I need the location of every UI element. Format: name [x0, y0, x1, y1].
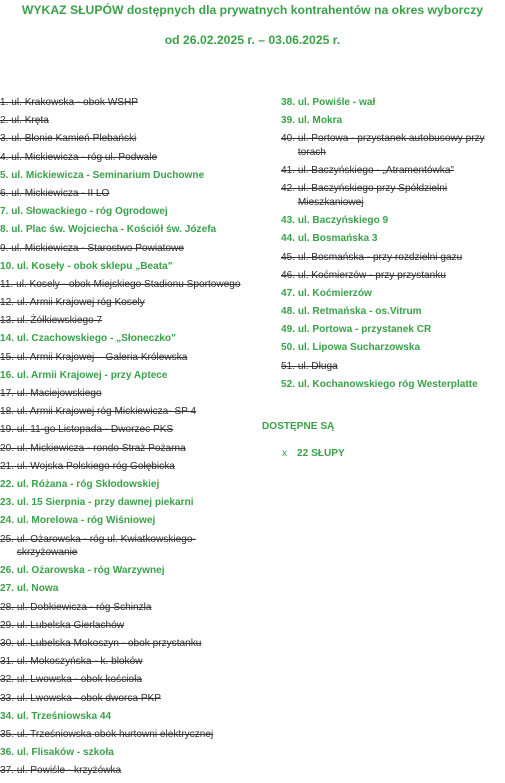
item-location: ul. Armii Krajowej róg Mickiewicza- SP 4	[16, 406, 197, 418]
item-location: ul. Baczyńskiego przy Spółdzielni Mieszkaniowej	[297, 183, 448, 208]
item-number: 27.	[0, 583, 17, 595]
item-number: 28.	[0, 601, 17, 613]
item-number: 38.	[281, 97, 298, 108]
list-item	[0, 564, 255, 578]
item-number: 7.	[0, 206, 12, 218]
item-location: ul. 15 Sierpnia - przy dawnej piekarni	[16, 497, 194, 509]
list-item	[0, 169, 255, 183]
item-number: 22.	[0, 478, 17, 490]
list-item	[0, 692, 255, 706]
item-number: 39.	[281, 115, 298, 127]
item-number: 14.	[0, 333, 17, 345]
list-item	[0, 351, 255, 365]
item-number: 11.	[0, 278, 17, 290]
list-item	[281, 269, 505, 283]
item-number: 23.	[0, 497, 17, 509]
item-location: ul. Ożarowska - róg Warzywnej	[16, 565, 165, 577]
item-number: 35.	[0, 728, 17, 740]
item-location: ul. Armii Krajowej - przy Aptece	[16, 369, 168, 381]
list-item	[0, 260, 255, 274]
item-number: 33.	[0, 692, 17, 704]
item-number: 13.	[0, 315, 17, 327]
list-item	[0, 114, 255, 128]
item-number: 17.	[0, 388, 17, 399]
item-number: 6.	[0, 187, 12, 199]
item-number: 37.	[0, 765, 17, 777]
item-number: 44.	[281, 233, 298, 245]
list-item	[0, 405, 255, 419]
list-item	[281, 378, 505, 392]
item-location: ul. Lubelska Mokoszyn - obok przystanku	[16, 638, 202, 650]
list-item	[0, 442, 255, 456]
pole-list-right	[281, 96, 505, 396]
list-item	[0, 151, 255, 165]
list-item	[0, 223, 255, 237]
item-location: ul. Lwowska - obok kościoła	[16, 674, 142, 686]
item-number: 51.	[281, 360, 298, 372]
item-number: 24.	[0, 515, 17, 527]
item-number: 5.	[0, 169, 12, 181]
item-number: 19.	[0, 424, 17, 436]
item-number: 9.	[0, 242, 12, 254]
list-item	[281, 214, 505, 228]
item-number: 45.	[281, 251, 298, 263]
item-location: ul. Retmańska - os.Vitrum	[297, 306, 422, 318]
list-item	[0, 764, 255, 778]
item-number: 34.	[0, 710, 17, 722]
list-item	[0, 296, 255, 310]
list-item	[281, 305, 505, 319]
item-location: ul. Flisaków - szkoła	[16, 747, 114, 759]
list-item	[0, 314, 255, 328]
list-item	[281, 182, 505, 209]
list-item	[281, 232, 505, 246]
list-item	[0, 332, 255, 346]
item-location: ul. Bosmańska 3	[297, 233, 378, 245]
list-item	[0, 673, 255, 687]
item-number: 15.	[0, 351, 17, 363]
item-number: 21.	[0, 460, 17, 472]
item-location: ul. Lipowa Sucharzowska	[297, 342, 421, 354]
list-item	[281, 132, 505, 159]
item-location: ul. Trześniowska obok hurtowni elektrycznej	[16, 728, 214, 740]
item-location: ul. Baczyńskiego 9	[297, 215, 389, 227]
item-location: ul. Lubelska Gierlachów	[16, 619, 125, 631]
item-location: ul. Żółkiewskiego 7	[16, 315, 103, 327]
list-item	[0, 96, 255, 110]
item-location: ul. Bosmańska - przy rozdzielni gazu	[297, 251, 463, 263]
item-location: ul. 11-go Listopada - Dworzec PKS	[16, 424, 174, 436]
list-item	[281, 323, 505, 337]
list-item	[0, 132, 255, 146]
item-location: ul. Różana - róg Skłodowskiej	[16, 478, 160, 490]
list-item	[0, 533, 255, 560]
item-location: ul. Koseły - obok sklepu „Beata"	[16, 260, 173, 272]
list-item	[0, 460, 255, 474]
item-number: 40.	[281, 133, 298, 145]
item-location: ul. Nowa	[16, 583, 59, 595]
item-number: 47.	[281, 287, 298, 299]
item-number: 12.	[0, 297, 17, 309]
item-number: 10.	[0, 260, 17, 272]
item-number: 3.	[0, 133, 12, 145]
list-item	[0, 496, 255, 510]
item-location: ul. Mickiewicza - Seminarium Duchowne	[11, 169, 205, 181]
item-location: ul. Mokoszyńska - k. bloków	[16, 656, 143, 668]
item-location: ul. Baczyńskiego - „Atramentówka"	[297, 165, 455, 177]
item-location: ul. Armii Krajowej – Galeria Królewska	[16, 351, 188, 363]
item-location: ul. Trześniowska 44	[16, 710, 112, 722]
item-location: ul. Koćmierzów	[297, 287, 372, 299]
list-item	[0, 187, 255, 201]
item-location: ul. Mickiewicza - II LO	[11, 187, 110, 199]
item-location: ul. Maciejowskiego	[16, 388, 102, 399]
item-location: ul. Krakowska - obok WSHP	[11, 97, 139, 108]
item-number: 4.	[0, 151, 12, 163]
item-location: ul. Kręta	[11, 115, 49, 127]
item-number: 30.	[0, 638, 17, 650]
item-location: ul. Portowa - przystanek autobusowy przy torach	[297, 133, 485, 158]
item-number: 18.	[0, 406, 17, 418]
item-location: ul. Słowackiego - róg Ogrodowej	[11, 206, 168, 218]
item-location: ul. Błonie Kamień Plebański	[11, 133, 137, 145]
item-location: ul. Morelowa - róg Wiśniowej	[16, 515, 156, 527]
pole-list-left	[0, 96, 255, 783]
list-item	[0, 369, 255, 383]
item-location: ul. Lwowska - obok dworca PKP	[16, 692, 162, 704]
available-heading: DOSTĘPNE SĄ	[262, 421, 335, 432]
list-item	[0, 205, 255, 219]
item-location: ul. Ożarowska - róg ul. Kwiatkowskiego- skrzyżowanie	[16, 533, 196, 559]
item-location: ul. Mickiewicza - rondo Straż Pożarna	[16, 442, 186, 454]
list-item	[0, 387, 255, 401]
item-location: ul. Mokra	[297, 115, 343, 127]
date-range: od 26.02.2025 r. – 03.06.2025 r.	[164, 33, 341, 47]
list-item	[0, 278, 255, 292]
bullet-x-icon: x	[282, 448, 288, 459]
item-number: 41.	[281, 165, 298, 177]
list-item	[0, 601, 255, 615]
item-location: ul. Czachowskiego - „Słoneczko"	[16, 333, 176, 345]
item-number: 31.	[0, 656, 17, 668]
item-number: 32.	[0, 674, 17, 686]
list-item	[281, 360, 505, 374]
item-location: ul. Powiśle - krzyżówka	[16, 765, 122, 777]
available-summary	[282, 448, 345, 459]
item-location: ul. Kochanowskiego róg Westerplatte	[297, 378, 478, 390]
list-item	[0, 637, 255, 651]
item-location: ul. Dobkiewicza - róg Schinzla	[16, 601, 152, 613]
item-number: 42.	[281, 183, 298, 195]
list-item	[0, 619, 255, 633]
item-number: 1.	[0, 97, 12, 108]
list-item	[281, 251, 505, 265]
list-item	[0, 710, 255, 724]
item-location: ul. Plac św. Wojciecha - Kościół św. Józefa	[11, 224, 217, 236]
list-item	[281, 96, 505, 110]
item-location: ul. Koćmierzów - przy przystanku	[297, 269, 446, 281]
item-number: 50.	[281, 342, 298, 354]
item-location: ul. Mickiewicza - róg ul. Podwale	[11, 151, 158, 163]
item-number: 36.	[0, 747, 17, 759]
item-number: 25.	[0, 533, 17, 545]
list-item	[281, 114, 505, 128]
item-number: 48.	[281, 306, 298, 318]
item-number: 29.	[0, 619, 17, 631]
item-number: 20.	[0, 442, 17, 454]
item-number: 49.	[281, 324, 298, 336]
item-location: ul. Portowa - przystanek CR	[297, 324, 432, 336]
document-title: WYKAZ SŁUPÓW dostępnych dla prywatnych kontrahentów na okres wyborczy	[21, 3, 484, 17]
item-location: ul. Mickiewicza - Starostwo Powiatowe	[11, 242, 185, 254]
item-number: 43.	[281, 215, 298, 227]
list-item	[0, 242, 255, 256]
item-location: ul. Powiśle - wał	[297, 97, 376, 108]
item-number: 2.	[0, 115, 12, 127]
item-location: ul. Armii Krajowej róg Kosely	[16, 297, 145, 309]
item-number: 52.	[281, 378, 298, 390]
list-item	[0, 478, 255, 492]
list-item	[0, 582, 255, 596]
item-location: ul. Wojska Polskiego róg Gołębicka	[16, 460, 175, 472]
list-item	[281, 341, 505, 355]
list-item	[281, 287, 505, 301]
list-item	[0, 655, 255, 669]
list-item	[0, 728, 255, 742]
item-number: 8.	[0, 224, 12, 236]
list-item	[0, 746, 255, 760]
item-location: ul. Kosely - obok Miejskiego Stadionu Sportowego	[16, 278, 241, 290]
list-item	[281, 164, 505, 178]
list-item	[0, 423, 255, 437]
item-location: ul. Długa	[297, 360, 338, 372]
available-count: 22 SŁUPY	[297, 448, 345, 459]
list-item	[0, 514, 255, 528]
item-number: 16.	[0, 369, 17, 381]
item-number: 26.	[0, 565, 17, 577]
item-number: 46.	[281, 269, 298, 281]
